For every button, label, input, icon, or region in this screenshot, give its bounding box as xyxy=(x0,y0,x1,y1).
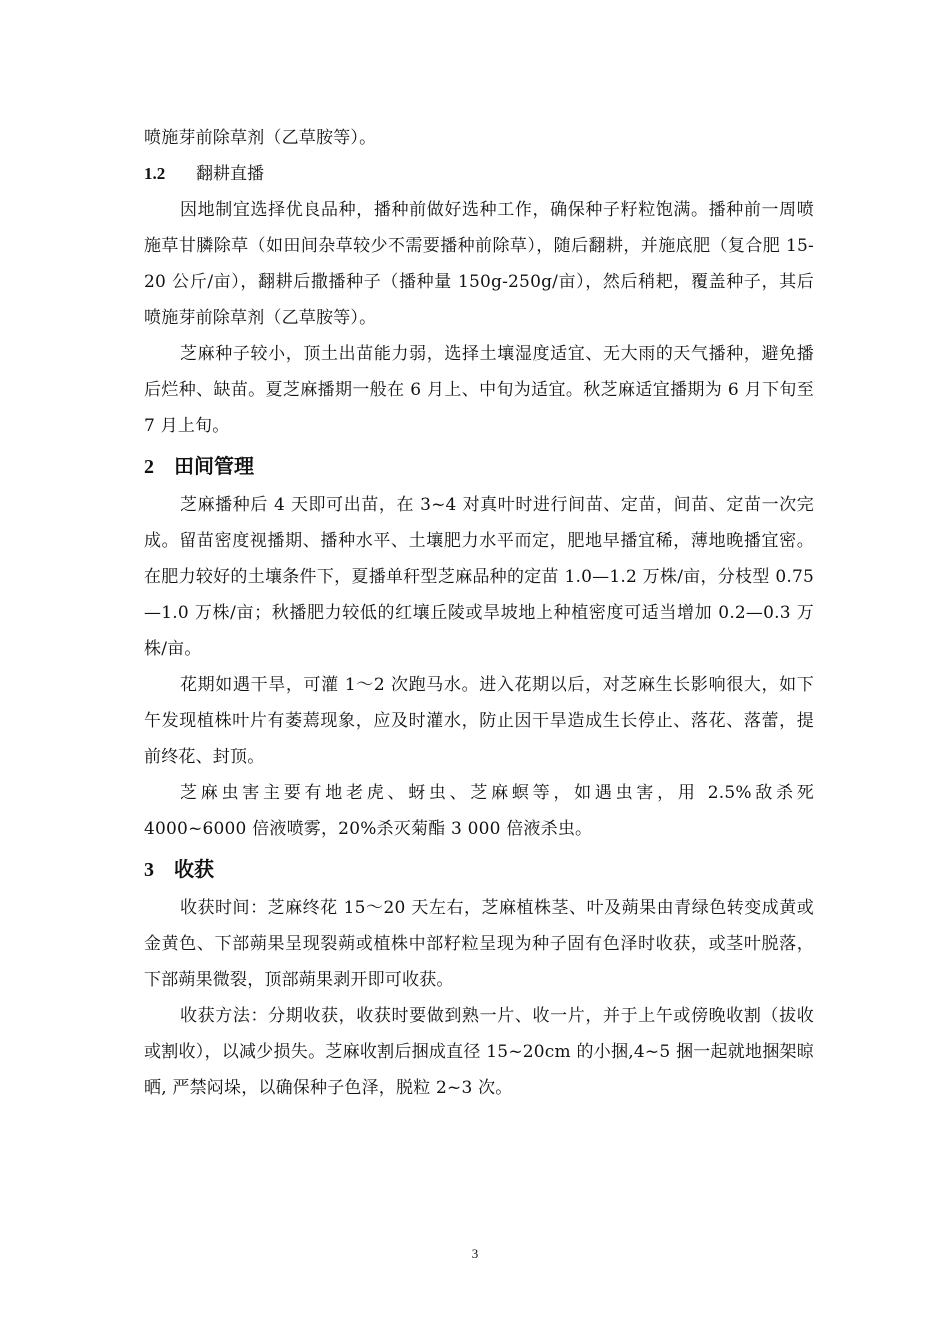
paragraph-harvest-time: 收获时间：芝麻终花 15～20 天左右，芝麻植株茎、叶及蒴果由青绿色转变成黄或金黄色、下部蒴果呈现裂蒴或植株中部籽粒呈现为种子固有色泽时收获，或茎叶脱落，下部蒴果微裂，顶部蒴果剥开即可收获。 xyxy=(144,898,814,990)
paragraph-pests: 芝麻虫害主要有地老虎、蚜虫、芝麻螟等，如遇虫害，用 2.5%敌杀死 4000~6000 倍液喷雾，20%杀灭菊酯 3 000 倍液杀虫。 xyxy=(144,783,814,839)
section-heading-1-2 xyxy=(144,156,814,192)
paragraph-irrigation: 花期如遇干旱，可灌 1～2 次跑马水。进入花期以后，对芝麻生长影响很大，如下午发现植株叶片有萎蔫现象，应及时灌水，防止因干旱造成生长停止、落花、落蕾，提前终花、封顶。 xyxy=(144,675,814,767)
page-number: 3 xyxy=(471,1246,479,1261)
section-heading-3 xyxy=(144,849,814,890)
paragraph-tillage: 因地制宜选择优良品种，播种前做好选种工作，确保种子籽粒饱满。播种前一周喷施草甘膦除草（如田间杂草较少不需要播种前除草），随后翻耕，并施底肥（复合肥 15-20 公斤/亩），翻耕后撒播种子（播种量 150g-250g/亩），然后稍耙，覆盖种子，其后喷施芽前除草剂（乙草胺等）。 xyxy=(144,200,814,328)
paragraph-thinning: 芝麻播种后 4 天即可出苗，在 3~4 对真叶时进行间苗、定苗，间苗、定苗一次完成。留苗密度视播期、播种水平、土壤肥力水平而定，肥地早播宜稀，薄地晚播宜密。在肥力较好的土壤条件下，夏播单秆型芝麻品种的定苗 1.0—1.2 万株/亩，分枝型 0.75—1.0 万株/亩；秋播肥力较低的红壤丘陵或旱坡地上种植密度可适当增加 0.2—0.3 万株/亩。 xyxy=(144,495,814,659)
paragraph-harvest-method: 收获方法：分期收获，收获时要做到熟一片、收一片，并于上午或傍晚收割（拔收或割收），以减少损失。芝麻收割后捆成直径 15~20cm 的小捆,4~5 捆一起就地捆架晾晒, 严禁闷垛，以确保种子色泽，脱粒 2~3 次。 xyxy=(144,1006,814,1098)
paragraph-sowing-time: 芝麻种子较小，顶土出苗能力弱，选择土壤湿度适宜、无大雨的天气播种，避免播后烂种、缺苗。夏芝麻播期一般在 6 月上、中旬为适宜。秋芝麻适宜播期为 6 月下旬至 7 月上旬。 xyxy=(144,344,814,436)
section-title: 田间管理 xyxy=(174,454,254,478)
section-number: 1.2 xyxy=(144,164,166,183)
page-body xyxy=(144,120,814,1106)
section-number: 3 xyxy=(144,859,154,881)
section-title: 翻耕直播 xyxy=(196,164,264,184)
section-number: 2 xyxy=(144,456,154,478)
section-title: 收获 xyxy=(174,857,214,881)
section-heading-2 xyxy=(144,446,814,487)
paragraph-continuation: 喷施芽前除草剂（乙草胺等）。 xyxy=(144,128,377,148)
